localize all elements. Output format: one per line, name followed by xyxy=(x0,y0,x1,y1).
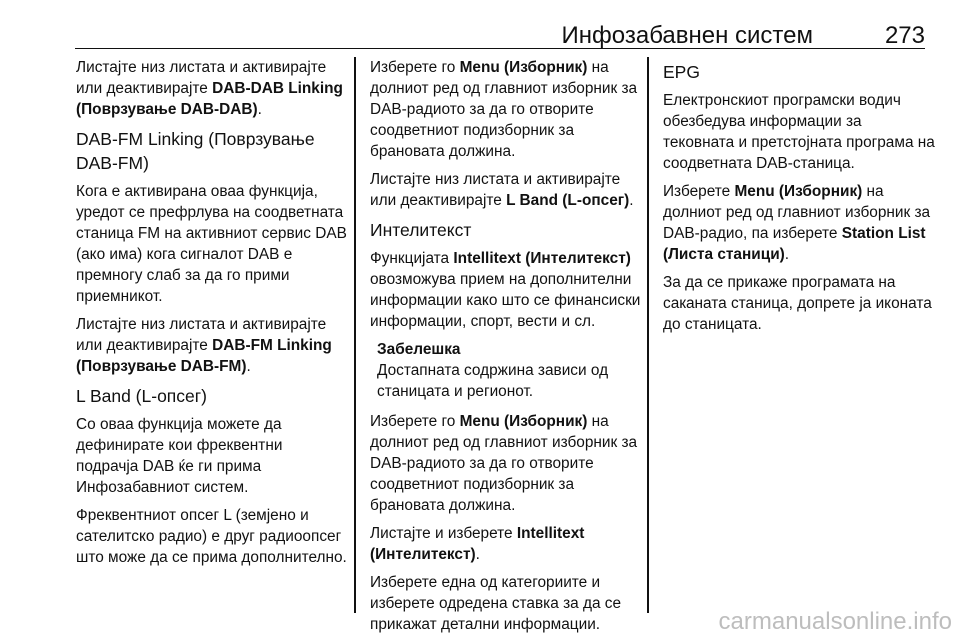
paragraph: Функцијата Intellitext (Интелитекст) овозможува прием на дополнителни информации како што се финансиски информации, спорт, вести и сл. xyxy=(370,250,641,330)
section-heading-epg: EPG xyxy=(663,62,700,82)
paragraph: За да се прикаже програмата на сакaната станица, допрете ја иконата до станицата. xyxy=(663,274,932,333)
paragraph: Изберете една од категориите и изберете одредена ставка за да се прикажат детални информации. xyxy=(370,574,622,633)
paragraph: Фреквентниот опсег L (земјено и сателитско радио) е друг радиоопсег што може да се прима дополнително. xyxy=(76,507,347,566)
column-3 xyxy=(663,57,935,342)
column-1 xyxy=(76,57,348,575)
watermark: carmanualsonline.info xyxy=(718,608,952,635)
paragraph: Кога е активирана оваа функција, уредот се префрлува на соодветната станица FM на активниот сервис DAB (ако има) кога сигналот DAB е премногу слаб за да го прими приемникот. xyxy=(76,183,347,305)
section-heading-l-band: L Band (L-опсег) xyxy=(76,386,207,406)
note-text: Достапната содржина зависи од станицата и регионот. xyxy=(377,362,609,400)
paragraph: Изберете го Menu (Изборник) на долниот ред од главниот изборник за DAB-радиото за да го отворите соодветниот подизборник за брановата должина. xyxy=(370,59,638,160)
section-heading-dab-fm: DAB-FM Linking (Поврзување DAB-FM) xyxy=(76,129,315,173)
section-heading-intellitext: Интелитекст xyxy=(370,220,472,240)
paragraph: Листајте низ листата и активирајте или деактивирајте L Band (L-опсег). xyxy=(370,171,634,209)
paragraph: Изберете го Menu (Изборник) на долниот ред од главниот изборник за DAB-радиото за да го отворите соодветниот подизборник за брановата должина. xyxy=(370,413,638,514)
paragraph: Листајте и изберете Intellitext (Интелитекст). xyxy=(370,525,585,563)
paragraph: Со оваа функција можете да дефинирате кои фреквентни подрачја DAB ќе ги прима Инфозабавниот систем. xyxy=(76,416,283,496)
note-box xyxy=(370,339,642,402)
paragraph: Листајте низ листата и активирајте или деактивирајте DAB-DAB Linking (Поврзување DAB-DAB). xyxy=(76,59,343,118)
header-title: Инфозабавнен систем xyxy=(561,22,813,49)
page-number: 273 xyxy=(884,22,925,49)
note-title: Забелешка xyxy=(377,341,461,358)
paragraph: Листајте низ листата и активирајте или деактивирајте DAB-FM Linking (Поврзување DAB-FM). xyxy=(76,316,332,375)
paragraph: Изберете Menu (Изборник) на долниот ред од главниот изборник за DAB-радио, па изберете Station List (Листа станици). xyxy=(663,183,931,263)
paragraph: Електронскиот програмски водич обезбедува информации за тековната и претстојната програма на соодветната DAB-станица. xyxy=(663,92,935,172)
column-divider-2 xyxy=(647,57,649,613)
page-header xyxy=(75,0,925,49)
column-divider-1 xyxy=(354,57,356,613)
column-2 xyxy=(370,57,642,642)
